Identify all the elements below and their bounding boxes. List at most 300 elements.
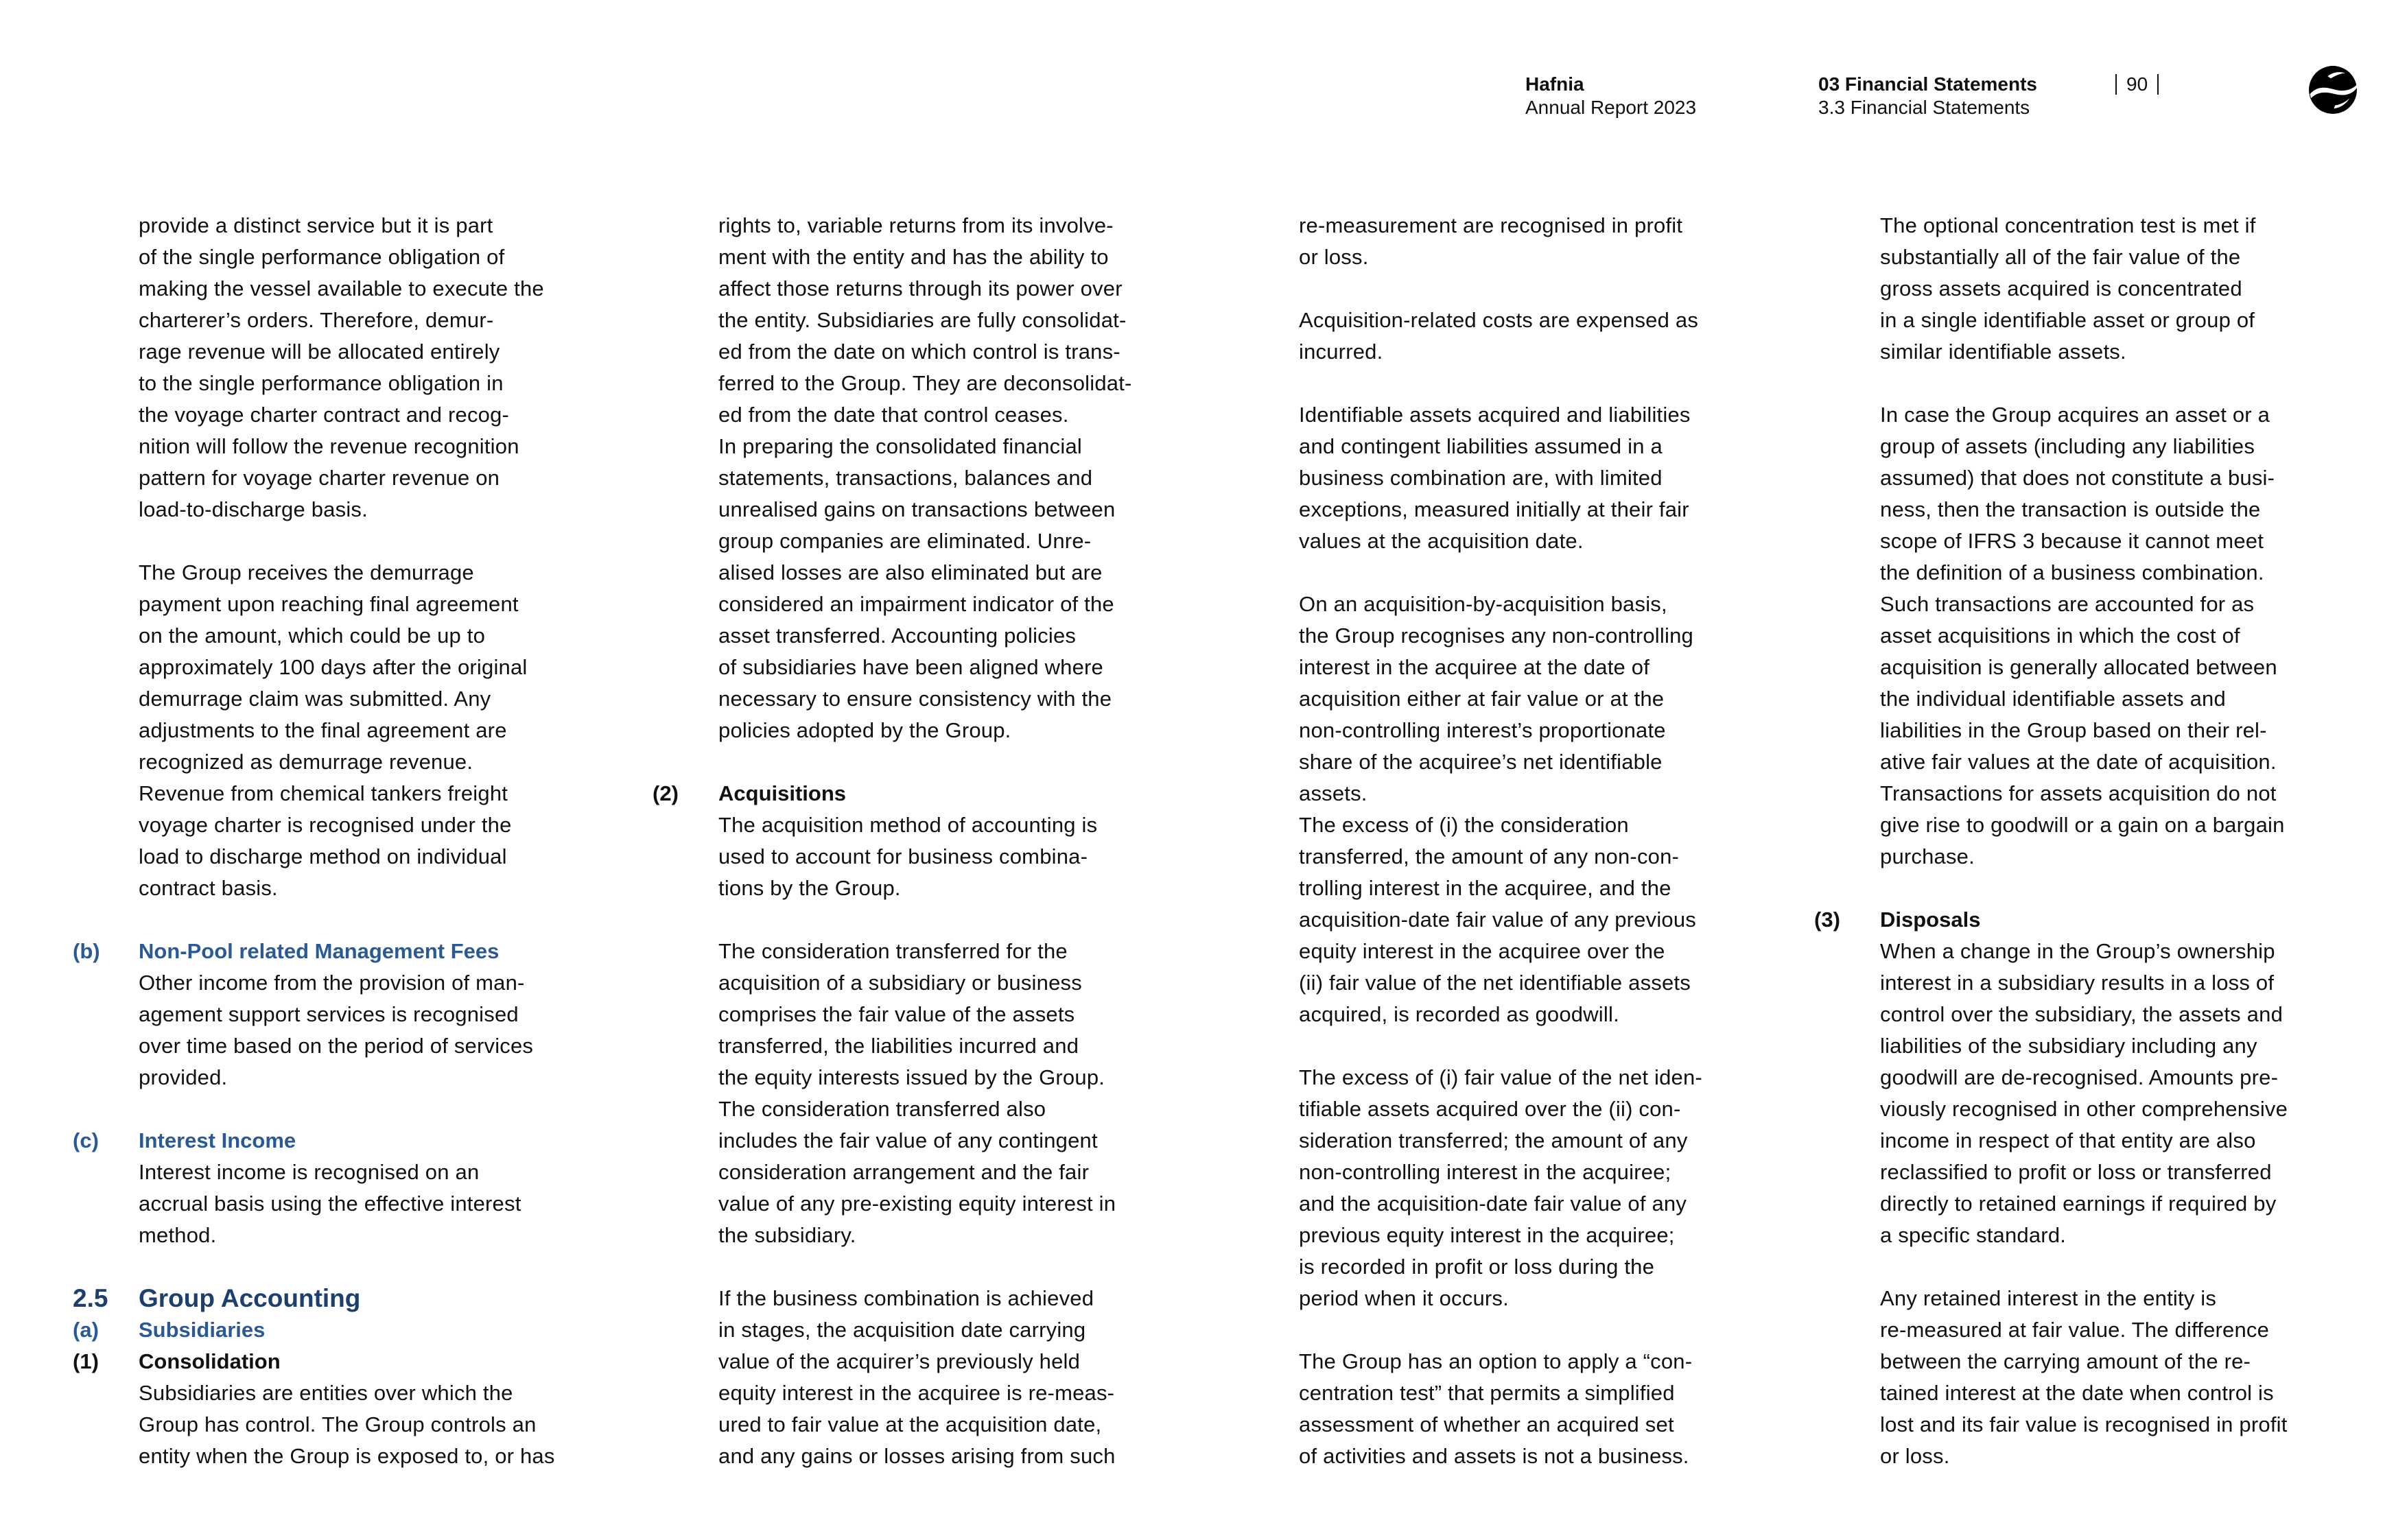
- hafnia-logo-icon: [2307, 64, 2359, 116]
- paragraph-line: [1299, 620, 1765, 652]
- body-text-line: approximately 100 days after the original: [139, 655, 528, 679]
- paragraph-line: [1299, 1188, 1765, 1220]
- paragraph-line: [718, 431, 1185, 462]
- paragraph-line: [139, 652, 605, 683]
- paragraph-spacer: [139, 904, 605, 936]
- paragraph-line: [1880, 746, 2347, 778]
- section-heading-row: [653, 778, 1185, 809]
- body-text-line: alised losses are also eliminated but are: [718, 560, 1103, 584]
- body-text-line: affect those returns through its power over: [718, 276, 1123, 300]
- body-text-line: and any gains or losses arising from such: [718, 1444, 1116, 1468]
- body-text-line: liabilities in the Group based on their rel-: [1880, 718, 2267, 742]
- paragraph-line: [139, 589, 605, 620]
- paragraph-spacer: [1299, 557, 1765, 589]
- body-text-line: charterer’s orders. Therefore, demur-: [139, 308, 494, 332]
- section-heading-row: [73, 936, 605, 967]
- body-text-line: The excess of (i) the consideration: [1299, 813, 1629, 837]
- paragraph-line: [1880, 336, 2347, 368]
- body-text-line: load-to-discharge basis.: [139, 497, 368, 521]
- paragraph-line: [1880, 1125, 2347, 1157]
- body-text-line: necessary to ensure consistency with the: [718, 687, 1112, 711]
- paragraph-line: [718, 683, 1185, 715]
- paragraph-line: [1880, 1157, 2347, 1188]
- section-number-label: (2): [653, 781, 679, 805]
- body-text-line: tions by the Group.: [718, 876, 901, 900]
- paragraph-line: [139, 368, 605, 399]
- paragraph-line: [718, 1283, 1185, 1314]
- paragraph-line: [139, 1030, 605, 1062]
- text-column-4: [1814, 210, 2347, 1472]
- body-text-line: agement support services is recognised: [139, 1002, 519, 1026]
- paragraph-line: [1299, 715, 1765, 746]
- body-text-line: ness, then the transaction is outside the: [1880, 497, 2261, 521]
- paragraph-line: [718, 1188, 1185, 1220]
- page-divider-left: [2115, 74, 2117, 95]
- paragraph-line: [1880, 715, 2347, 746]
- paragraph-line: [718, 620, 1185, 652]
- body-text-line: provide a distinct service but it is part: [139, 213, 493, 237]
- paragraph-line: [139, 241, 605, 273]
- paragraph-line: [1299, 241, 1765, 273]
- paragraph-line: [139, 1220, 605, 1251]
- paragraph-spacer: [139, 1093, 605, 1125]
- page-divider-right: [2157, 74, 2159, 95]
- body-text-line: In preparing the consolidated financial: [718, 434, 1082, 458]
- paragraph-line: [1299, 809, 1765, 841]
- paragraph-line: [139, 841, 605, 873]
- body-text-line: assessment of whether an acquired set: [1299, 1412, 1674, 1436]
- body-text-line: goodwill are de-recognised. Amounts pre-: [1880, 1065, 2279, 1089]
- section-heading-row: [1814, 904, 2347, 936]
- paragraph-line: [718, 399, 1185, 431]
- paragraph-line: [139, 557, 605, 589]
- paragraph-line: [1299, 936, 1765, 967]
- paragraph-line: [1880, 1283, 2347, 1314]
- body-text-line: of subsidiaries have been aligned where: [718, 655, 1104, 679]
- paragraph-line: [1299, 967, 1765, 999]
- body-text-line: the individual identifiable assets and: [1880, 687, 2226, 711]
- body-text-line: The Group receives the demurrage: [139, 560, 474, 584]
- body-text-line: and contingent liabilities assumed in a: [1299, 434, 1663, 458]
- paragraph-line: [718, 715, 1185, 746]
- body-text-line: comprises the fair value of the assets: [718, 1002, 1075, 1026]
- paragraph-line: [139, 431, 605, 462]
- body-text-line: adjustments to the final agreement are: [139, 718, 507, 742]
- paragraph-line: [718, 1062, 1185, 1093]
- paragraph-line: [718, 1220, 1185, 1251]
- text-column-2: [653, 210, 1185, 1472]
- page-number: 90: [2126, 73, 2148, 95]
- body-text-line: voyage charter is recognised under the: [139, 813, 512, 837]
- body-text-line: the voyage charter contract and recog-: [139, 403, 510, 427]
- section-heading-row: [73, 1314, 605, 1346]
- body-text-line: Interest income is recognised on an: [139, 1160, 480, 1184]
- paragraph-line: [139, 336, 605, 368]
- paragraph-spacer: [139, 525, 605, 557]
- body-text-line: to the single performance obligation in: [139, 371, 504, 395]
- body-text-line: recognized as demurrage revenue.: [139, 750, 473, 774]
- paragraph-line: [1299, 1409, 1765, 1441]
- body-text-line: value of any pre-existing equity interest in: [718, 1192, 1116, 1216]
- section-heading: Group Accounting: [139, 1284, 361, 1312]
- text-column-3: [1299, 210, 1765, 1472]
- body-text-line: accrual basis using the effective interest: [139, 1192, 521, 1216]
- body-text-line: nition will follow the revenue recognition: [139, 434, 519, 458]
- paragraph-line: [1880, 778, 2347, 809]
- paragraph-line: [1880, 1030, 2347, 1062]
- paragraph-line: [1299, 494, 1765, 525]
- paragraph-line: [139, 462, 605, 494]
- text-column-1: [73, 210, 605, 1472]
- body-text-line: trolling interest in the acquiree, and the: [1299, 876, 1671, 900]
- body-text-line: tained interest at the date when control is: [1880, 1381, 2274, 1405]
- paragraph-line: [1880, 1062, 2347, 1093]
- paragraph-line: [139, 1377, 605, 1409]
- paragraph-line: [139, 1157, 605, 1188]
- paragraph-line: [1880, 841, 2347, 873]
- paragraph-line: [718, 336, 1185, 368]
- paragraph-line: [718, 652, 1185, 683]
- paragraph-line: [139, 1188, 605, 1220]
- body-text-line: ment with the entity and has the ability to: [718, 245, 1109, 269]
- body-text-line: non-controlling interest in the acquiree;: [1299, 1160, 1671, 1184]
- paragraph-line: [1880, 683, 2347, 715]
- section-heading: Acquisitions: [718, 781, 847, 805]
- paragraph-line: [139, 873, 605, 904]
- body-text-line: making the vessel available to execute the: [139, 276, 544, 300]
- paragraph-line: [1299, 683, 1765, 715]
- paragraph-line: [1880, 1441, 2347, 1472]
- body-text-line: previous equity interest in the acquiree;: [1299, 1223, 1675, 1247]
- body-text-line: purchase.: [1880, 844, 1975, 868]
- paragraph-line: [139, 620, 605, 652]
- body-text-line: between the carrying amount of the re-: [1880, 1349, 2251, 1373]
- paragraph-line: [718, 1093, 1185, 1125]
- paragraph-line: [718, 1441, 1185, 1472]
- paragraph-line: [1299, 652, 1765, 683]
- body-text-line: ed from the date that control ceases.: [718, 403, 1069, 427]
- paragraph-line: [718, 368, 1185, 399]
- body-text-line: policies adopted by the Group.: [718, 718, 1011, 742]
- body-text-line: of the single performance obligation of: [139, 245, 505, 269]
- paragraph-line: [718, 873, 1185, 904]
- body-text-line: group of assets (including any liabilities: [1880, 434, 2255, 458]
- body-text-line: Transactions for assets acquisition do not: [1880, 781, 2277, 805]
- body-text-line: or loss.: [1880, 1444, 1950, 1468]
- body-text-line: over time based on the period of services: [139, 1034, 534, 1058]
- body-text-line: contract basis.: [139, 876, 278, 900]
- paragraph-line: [1299, 336, 1765, 368]
- body-text-line: provided.: [139, 1065, 228, 1089]
- paragraph-line: [718, 1157, 1185, 1188]
- body-text-line: the entity. Subsidiaries are fully consolidat-: [718, 308, 1127, 332]
- paragraph-line: [1299, 873, 1765, 904]
- paragraph-line: [1299, 841, 1765, 873]
- paragraph-line: [1299, 1441, 1765, 1472]
- paragraph-line: [1880, 210, 2347, 241]
- paragraph-line: [1299, 1251, 1765, 1283]
- paragraph-line: [1880, 273, 2347, 305]
- section-heading: Non-Pool related Management Fees: [139, 939, 500, 963]
- body-text-line: The Group has an option to apply a “con-: [1299, 1349, 1693, 1373]
- paragraph-line: [1880, 999, 2347, 1030]
- body-text-line: The consideration transferred also: [718, 1097, 1046, 1121]
- body-text-line: scope of IFRS 3 because it cannot meet: [1880, 529, 2264, 553]
- paragraph-line: [1880, 936, 2347, 967]
- paragraph-spacer: [718, 1251, 1185, 1283]
- body-text-line: business combination are, with limited: [1299, 466, 1663, 490]
- paragraph-line: [139, 1062, 605, 1093]
- body-text-line: used to account for business combina-: [718, 844, 1088, 868]
- section-heading-row: [73, 1125, 605, 1157]
- body-text-line: transferred, the liabilities incurred and: [718, 1034, 1079, 1058]
- paragraph-line: [718, 525, 1185, 557]
- body-text-line: Revenue from chemical tankers freight: [139, 781, 508, 805]
- paragraph-line: [139, 210, 605, 241]
- paragraph-spacer: [1299, 368, 1765, 399]
- body-text-line: the definition of a business combination.: [1880, 560, 2264, 584]
- paragraph-line: [718, 936, 1185, 967]
- body-text-line: and the acquisition-date fair value of any: [1299, 1192, 1687, 1216]
- paragraph-line: [1299, 589, 1765, 620]
- paragraph-line: [139, 809, 605, 841]
- body-text-line: the equity interests issued by the Group.: [718, 1065, 1105, 1089]
- body-text-line: Identifiable assets acquired and liabilities: [1299, 403, 1691, 427]
- paragraph-line: [1880, 1188, 2347, 1220]
- section-number-label: (b): [73, 939, 100, 963]
- paragraph-line: [139, 305, 605, 336]
- body-text-line: acquisition is generally allocated between: [1880, 655, 2277, 679]
- paragraph-line: [1880, 620, 2347, 652]
- body-text-line: transferred, the amount of any non-con-: [1299, 844, 1680, 868]
- body-text-line: re-measured at fair value. The difference: [1880, 1318, 2270, 1342]
- paragraph-line: [718, 1346, 1185, 1377]
- body-text-line: Subsidiaries are entities over which the: [139, 1381, 513, 1405]
- body-text-line: entity when the Group is exposed to, or has: [139, 1444, 555, 1468]
- section-number-label: 2.5: [73, 1284, 108, 1312]
- paragraph-line: [139, 399, 605, 431]
- paragraph-spacer: [1880, 873, 2347, 904]
- body-text-line: similar identifiable assets.: [1880, 340, 2126, 364]
- body-text-line: in a single identifiable asset or group of: [1880, 308, 2255, 332]
- body-text-line: rights to, variable returns from its involve-: [718, 213, 1114, 237]
- body-text-line: in stages, the acquisition date carrying: [718, 1318, 1086, 1342]
- body-text-line: lost and its fair value is recognised in profit: [1880, 1412, 2288, 1436]
- body-text-line: demurrage claim was submitted. Any: [139, 687, 491, 711]
- body-text-line: Any retained interest in the entity is: [1880, 1286, 2217, 1310]
- paragraph-line: [139, 683, 605, 715]
- paragraph-line: [1299, 778, 1765, 809]
- body-text-line: assumed) that does not constitute a busi-: [1880, 466, 2275, 490]
- body-text-line: The acquisition method of accounting is: [718, 813, 1098, 837]
- paragraph-line: [139, 715, 605, 746]
- paragraph-spacer: [1299, 273, 1765, 305]
- paragraph-line: [1299, 462, 1765, 494]
- header-section-block: [1818, 73, 2037, 119]
- paragraph-line: [1880, 589, 2347, 620]
- paragraph-line: [1299, 525, 1765, 557]
- paragraph-line: [1880, 525, 2347, 557]
- report-title: Annual Report 2023: [1525, 97, 1697, 118]
- paragraph-line: [1299, 1093, 1765, 1125]
- paragraph-spacer: [1299, 1030, 1765, 1062]
- body-text-line: Acquisition-related costs are expensed as: [1299, 308, 1699, 332]
- body-text-line: the subsidiary.: [718, 1223, 856, 1247]
- body-text-line: includes the fair value of any contingent: [718, 1128, 1098, 1152]
- paragraph-line: [1299, 999, 1765, 1030]
- paragraph-line: [139, 746, 605, 778]
- section-heading-row: [73, 1283, 605, 1314]
- body-text-line: equity interest in the acquiree over the: [1299, 939, 1665, 963]
- paragraph-line: [718, 462, 1185, 494]
- section-title: 3.3 Financial Statements: [1818, 97, 2030, 118]
- chapter-title: 03 Financial Statements: [1818, 73, 2038, 95]
- paragraph-line: [1299, 1346, 1765, 1377]
- paragraph-line: [1880, 1093, 2347, 1125]
- paragraph-line: [1880, 1346, 2347, 1377]
- body-text-line: equity interest in the acquiree is re-meas-: [718, 1381, 1115, 1405]
- body-text-line: statements, transactions, balances and: [718, 466, 1093, 490]
- body-text-line: group companies are eliminated. Unre-: [718, 529, 1092, 553]
- body-text-line: share of the acquiree’s net identifiable: [1299, 750, 1663, 774]
- body-text-line: exceptions, measured initially at their fair: [1299, 497, 1689, 521]
- section-heading: Consolidation: [139, 1349, 281, 1373]
- paragraph-line: [718, 305, 1185, 336]
- paragraph-line: [718, 1377, 1185, 1409]
- paragraph-spacer: [1880, 1251, 2347, 1283]
- paragraph-spacer: [1880, 368, 2347, 399]
- body-text-line: acquisition either at fair value or at the: [1299, 687, 1665, 711]
- body-text-line: liabilities of the subsidiary including any: [1880, 1034, 2257, 1058]
- body-text-line: is recorded in profit or loss during the: [1299, 1255, 1655, 1279]
- body-text-line: method.: [139, 1223, 217, 1247]
- body-text-line: gross assets acquired is concentrated: [1880, 276, 2242, 300]
- paragraph-line: [139, 1441, 605, 1472]
- body-text-line: value of the acquirer’s previously held: [718, 1349, 1081, 1373]
- body-text-line: ative fair values at the date of acquisition.: [1880, 750, 2277, 774]
- body-text-line: assets.: [1299, 781, 1367, 805]
- paragraph-line: [139, 999, 605, 1030]
- paragraph-line: [1299, 904, 1765, 936]
- paragraph-line: [139, 273, 605, 305]
- body-text-line: acquisition-date fair value of any previous: [1299, 908, 1696, 932]
- header-company-block: [1525, 73, 1696, 119]
- paragraph-line: [1299, 746, 1765, 778]
- paragraph-line: [718, 809, 1185, 841]
- body-text-line: The optional concentration test is met if: [1880, 213, 2256, 237]
- paragraph-line: [1880, 305, 2347, 336]
- paragraph-spacer: [718, 746, 1185, 778]
- body-text-line: on the amount, which could be up to: [139, 624, 486, 648]
- body-text-line: values at the acquisition date.: [1299, 529, 1584, 553]
- body-text-line: non-controlling interest’s proportionate: [1299, 718, 1666, 742]
- paragraph-line: [1299, 1283, 1765, 1314]
- paragraph-line: [139, 1409, 605, 1441]
- paragraph-line: [718, 1125, 1185, 1157]
- body-text-line: The excess of (i) fair value of the net iden-: [1299, 1065, 1702, 1089]
- paragraph-line: [718, 1314, 1185, 1346]
- paragraph-line: [1299, 399, 1765, 431]
- body-text-line: Group has control. The Group controls an: [139, 1412, 537, 1436]
- paragraph-line: [1299, 1125, 1765, 1157]
- body-text-line: substantially all of the fair value of the: [1880, 245, 2241, 269]
- section-number-label: (a): [73, 1318, 99, 1342]
- paragraph-line: [1880, 967, 2347, 999]
- body-text-line: Such transactions are accounted for as: [1880, 592, 2255, 616]
- paragraph-line: [1299, 210, 1765, 241]
- paragraph-line: [1880, 241, 2347, 273]
- section-number-label: (1): [73, 1349, 99, 1373]
- body-text-line: acquisition of a subsidiary or business: [718, 971, 1082, 995]
- body-text-line: asset acquisitions in which the cost of: [1880, 624, 2240, 648]
- paragraph-line: [1299, 1157, 1765, 1188]
- section-heading: Disposals: [1880, 908, 1981, 932]
- paragraph-line: [1880, 1409, 2347, 1441]
- paragraph-line: [139, 967, 605, 999]
- body-text-line: In case the Group acquires an asset or a: [1880, 403, 2270, 427]
- body-text-line: pattern for voyage charter revenue on: [139, 466, 500, 490]
- body-text-line: the Group recognises any non-controlling: [1299, 624, 1693, 648]
- body-text-line: considered an impairment indicator of the: [718, 592, 1114, 616]
- body-text-line: load to discharge method on individual: [139, 844, 507, 868]
- body-text-line: ferred to the Group. They are deconsolidat-: [718, 371, 1132, 395]
- paragraph-spacer: [718, 904, 1185, 936]
- body-text-line: viously recognised in other comprehensive: [1880, 1097, 2288, 1121]
- company-name: Hafnia: [1525, 73, 1584, 95]
- page-number-block: [2115, 73, 2159, 96]
- paragraph-line: [1299, 1377, 1765, 1409]
- body-text-line: directly to retained earnings if required by: [1880, 1192, 2277, 1216]
- paragraph-line: [1880, 462, 2347, 494]
- section-heading: Subsidiaries: [139, 1318, 266, 1342]
- body-text-line: unrealised gains on transactions between: [718, 497, 1116, 521]
- body-text-line: centration test” that permits a simplified: [1299, 1381, 1675, 1405]
- body-text-line: The consideration transferred for the: [718, 939, 1068, 963]
- paragraph-line: [718, 557, 1185, 589]
- paragraph-line: [1880, 1377, 2347, 1409]
- body-text-line: payment upon reaching final agreement: [139, 592, 519, 616]
- body-text-line: or loss.: [1299, 245, 1369, 269]
- paragraph-line: [1880, 652, 2347, 683]
- body-text-line: interest in a subsidiary results in a loss of: [1880, 971, 2275, 995]
- paragraph-line: [718, 999, 1185, 1030]
- section-heading-row: [73, 1346, 605, 1377]
- paragraph-line: [1880, 399, 2347, 431]
- paragraph-line: [1299, 431, 1765, 462]
- paragraph-line: [1880, 494, 2347, 525]
- body-text-line: of activities and assets is not a business.: [1299, 1444, 1689, 1468]
- paragraph-line: [1299, 1062, 1765, 1093]
- body-text-line: (ii) fair value of the net identifiable assets: [1299, 971, 1691, 995]
- body-text-line: acquired, is recorded as goodwill.: [1299, 1002, 1619, 1026]
- body-text-line: ured to fair value at the acquisition date,: [718, 1412, 1102, 1436]
- body-text-line: If the business combination is achieved: [718, 1286, 1094, 1310]
- body-text-line: sideration transferred; the amount of any: [1299, 1128, 1688, 1152]
- section-number-label: (c): [73, 1128, 99, 1152]
- body-text-line: Other income from the provision of man-: [139, 971, 525, 995]
- body-text-line: interest in the acquiree at the date of: [1299, 655, 1650, 679]
- body-text-line: control over the subsidiary, the assets and: [1880, 1002, 2283, 1026]
- paragraph-line: [1880, 809, 2347, 841]
- body-text-line: period when it occurs.: [1299, 1286, 1509, 1310]
- paragraph-line: [718, 841, 1185, 873]
- body-text-line: give rise to goodwill or a gain on a bargain: [1880, 813, 2285, 837]
- body-text-line: a specific standard.: [1880, 1223, 2067, 1247]
- body-text-line: rage revenue will be allocated entirely: [139, 340, 500, 364]
- paragraph-spacer: [139, 1251, 605, 1283]
- body-text-line: income in respect of that entity are also: [1880, 1128, 2256, 1152]
- paragraph-line: [1299, 1220, 1765, 1251]
